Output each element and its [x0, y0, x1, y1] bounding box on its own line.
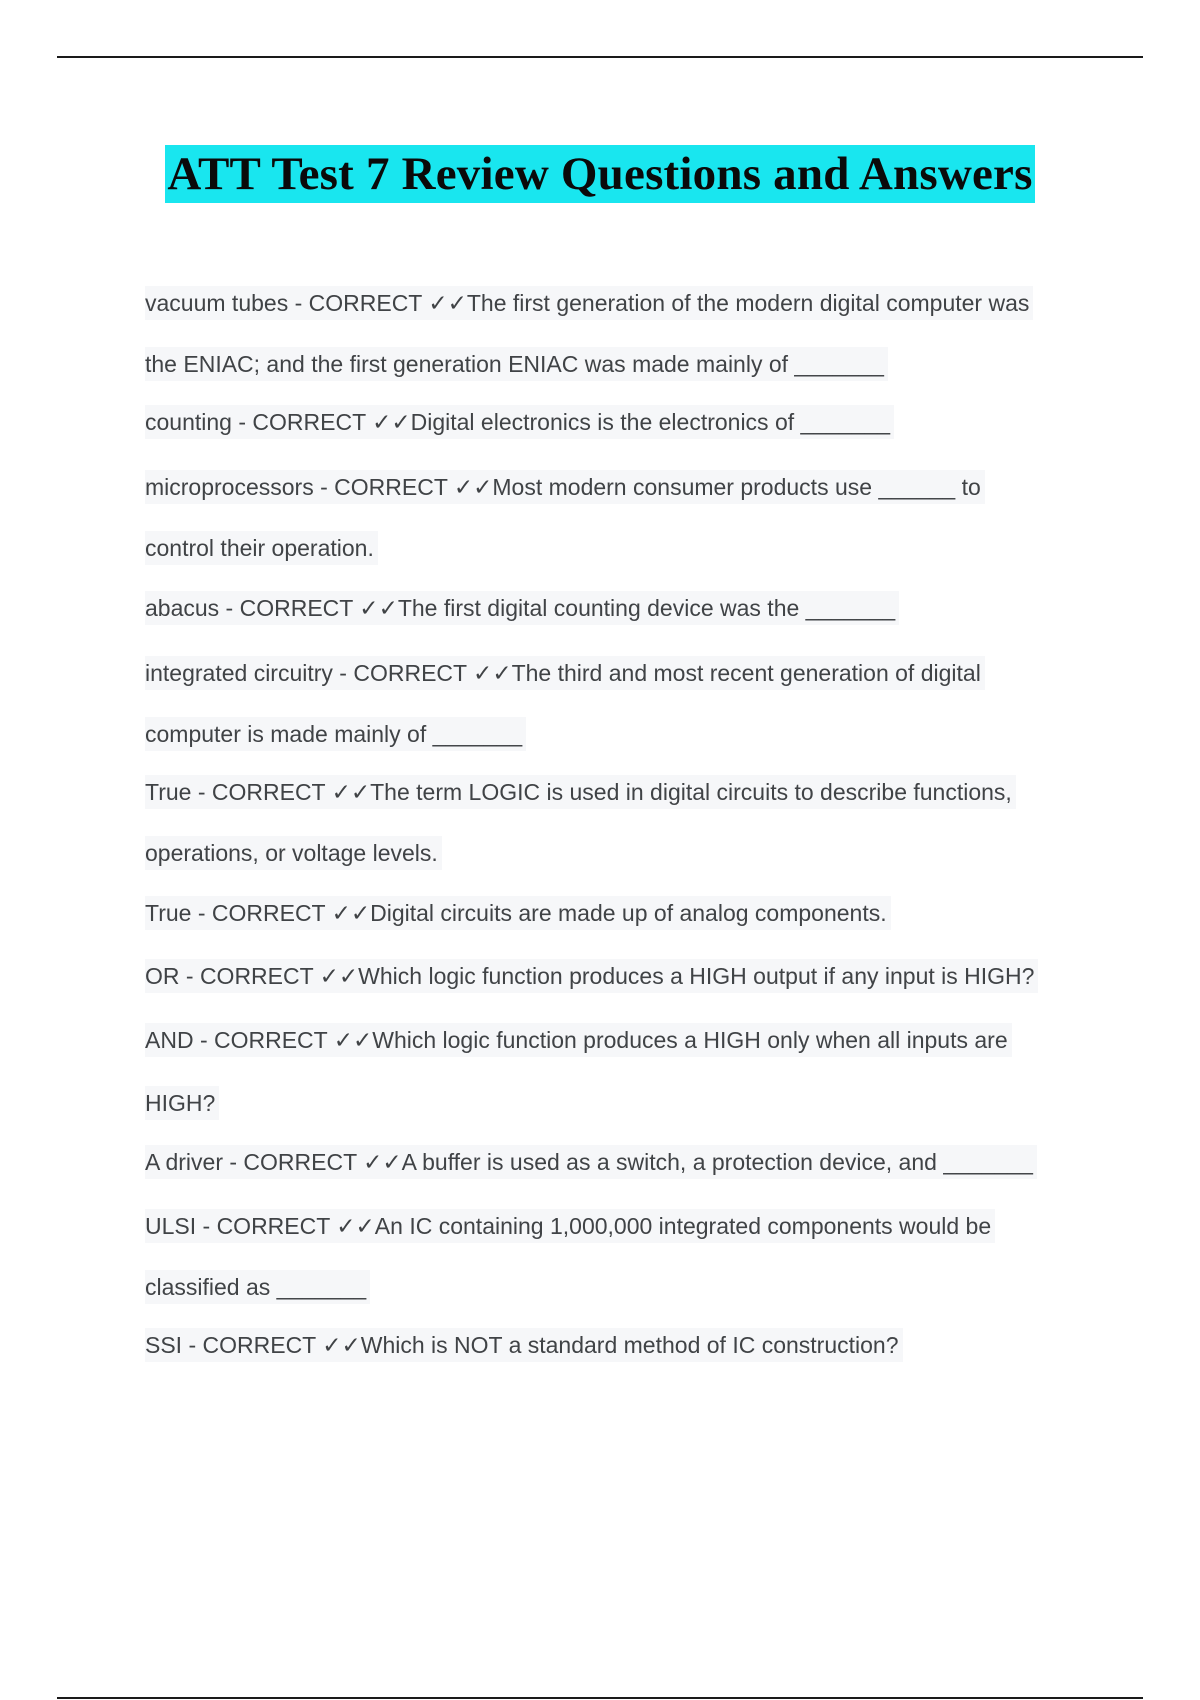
qa-line: microprocessors - CORRECT ✓✓Most modern consumer products use ______ to: [145, 470, 985, 504]
document-title: ATT Test 7 Review Questions and Answers: [165, 145, 1034, 203]
qa-line: SSI - CORRECT ✓✓Which is NOT a standard method of IC construction?: [145, 1328, 903, 1362]
qa-line: HIGH?: [145, 1086, 219, 1120]
bottom-rule: [57, 1697, 1143, 1699]
qa-line: abacus - CORRECT ✓✓The first digital counting device was the _______: [145, 591, 899, 625]
qa-line: True - CORRECT ✓✓The term LOGIC is used in digital circuits to describe functions,: [145, 775, 1016, 809]
qa-line: AND - CORRECT ✓✓Which logic function produces a HIGH only when all inputs are: [145, 1023, 1012, 1057]
qa-line: True - CORRECT ✓✓Digital circuits are made up of analog components.: [145, 896, 891, 930]
qa-line: vacuum tubes - CORRECT ✓✓The first generation of the modern digital computer was: [145, 286, 1033, 320]
qa-line: OR - CORRECT ✓✓Which logic function produces a HIGH output if any input is HIGH?: [145, 959, 1038, 993]
qa-line: operations, or voltage levels.: [145, 836, 442, 870]
qa-line: computer is made mainly of _______: [145, 717, 526, 751]
qa-line: integrated circuitry - CORRECT ✓✓The third and most recent generation of digital: [145, 656, 985, 690]
qa-line: the ENIAC; and the first generation ENIAC was made mainly of _______: [145, 347, 888, 381]
qa-line: ULSI - CORRECT ✓✓An IC containing 1,000,000 integrated components would be: [145, 1209, 995, 1243]
qa-line: counting - CORRECT ✓✓Digital electronics is the electronics of _______: [145, 405, 894, 439]
qa-line: classified as _______: [145, 1270, 370, 1304]
qa-line: A driver - CORRECT ✓✓A buffer is used as a switch, a protection device, and _______: [145, 1145, 1037, 1179]
qa-line: control their operation.: [145, 531, 378, 565]
